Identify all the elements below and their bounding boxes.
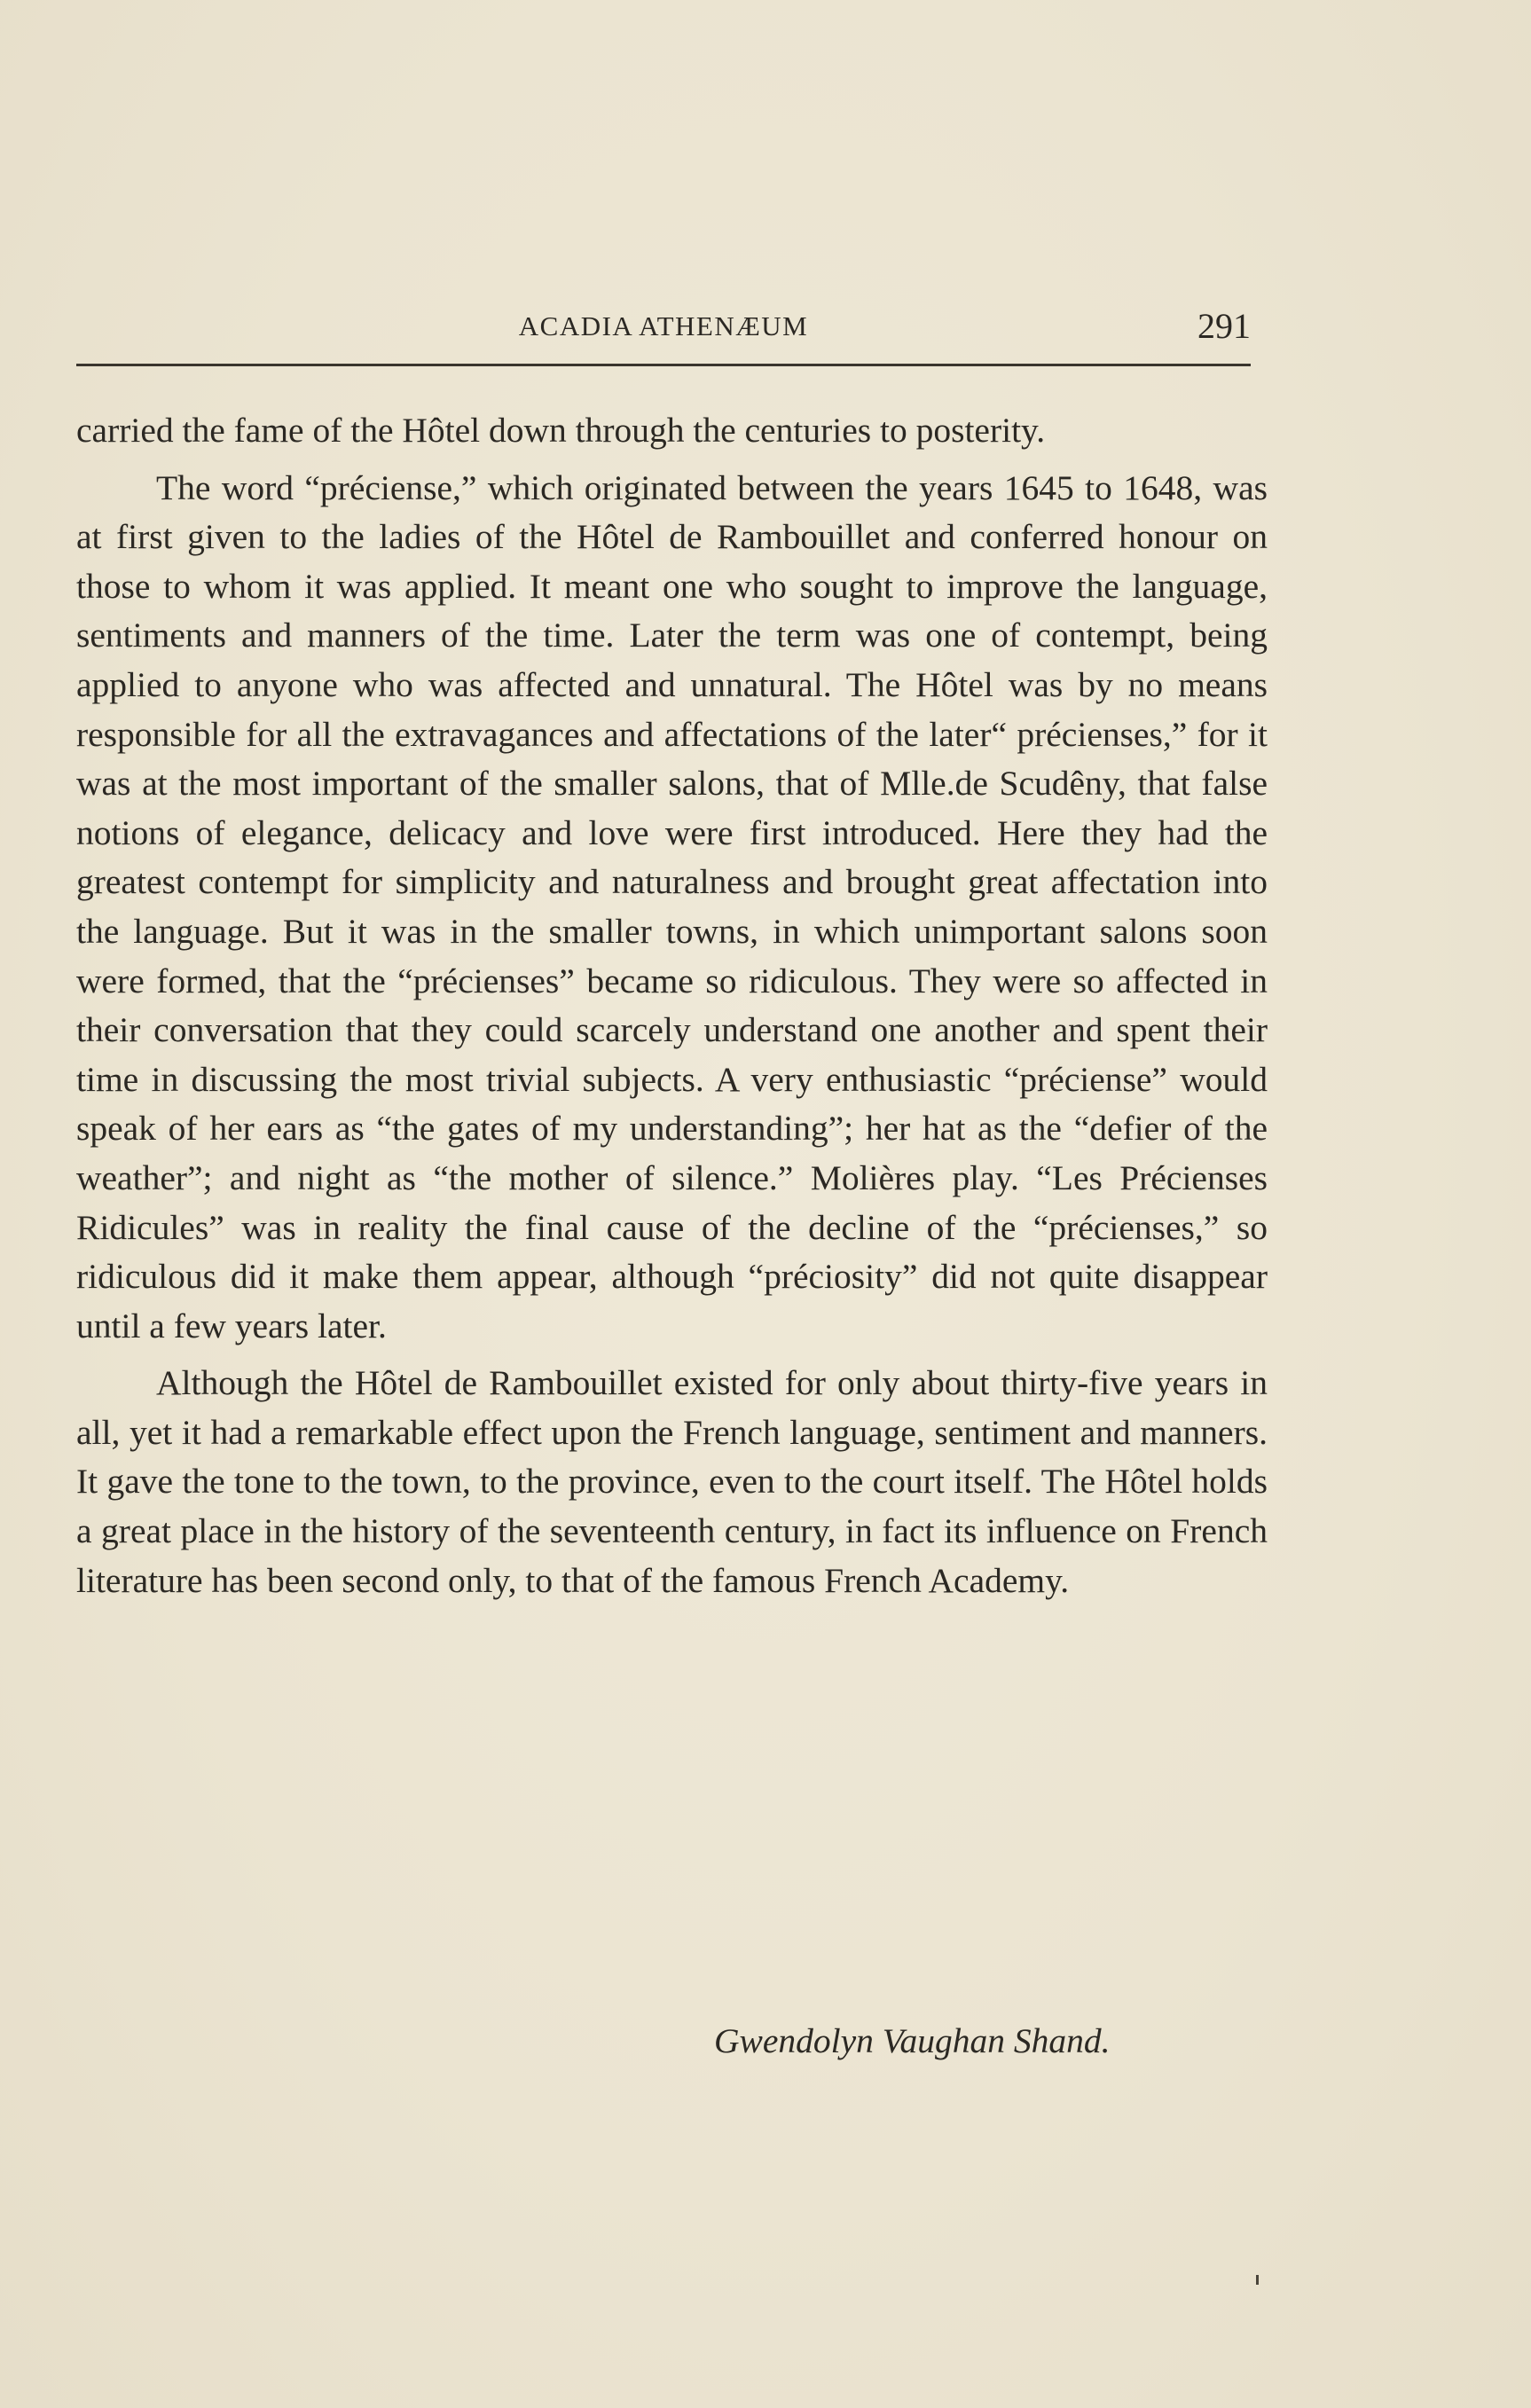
page-number: 291 xyxy=(1197,306,1251,346)
page-header xyxy=(76,302,1251,355)
author-signature: Gwendolyn Vaughan Shand. xyxy=(714,2021,1111,2060)
paper-speck xyxy=(1256,2275,1259,2285)
paragraph-2: The word “préciense,” which originated between the years 1645 to 1648, was at first given to the ladies of the Hôtel de Rambouillet and conferred honour on those to whom it was applied. It meant one who sought to improve the language, sentiments and manners of the time. Later the term was one of contempt, being applied to anyone who was affected and unnatural. The Hôtel was by no means responsible for all the extravagances and affectations of the later“ précienses,” for it was at the most important of the smaller salons, that of Mlle.de Scudêny, that false notions of elegance, delicacy and love were first introduced. Here they had the greatest contempt for simplicity and naturalness and brought great affectation into the language. But it was in the smaller towns, in which unimportant salons soon were formed, that the “précienses” became so ridiculous. They were so affected in their conversation that they could scarcely understand one another and spent their time in discussing the most trivial subjects. A very enthusiastic “préciense” would speak of her ears as “the gates of my understanding”; her hat as the “defier of the weather”; and night as “the mother of silence.” Molières play. “Les Précienses Ridicules” was in reality the final cause of the decline of the “précienses,” so ridiculous did it make them appear, although “préciosity” did not quite disappear until a few years later. xyxy=(76,467,1268,1345)
paragraph-3: Although the Hôtel de Rambouillet existed for only about thirty-five years in all, yet it had a remarkable effect upon the French language, sentiment and manners. It gave the tone to the town, to the province, even to the court itself. The Hôtel holds a great place in the history of the seventeenth century, in fact its influence on French literature has been second only, to that of the famous French Academy. xyxy=(76,1363,1268,1600)
running-title: ACADIA ATHENÆUM xyxy=(518,310,809,341)
article-body xyxy=(76,406,1268,1605)
header-rule xyxy=(76,364,1251,366)
paragraph-1: carried the fame of the Hôtel down through the centuries to posterity. xyxy=(76,411,1046,450)
